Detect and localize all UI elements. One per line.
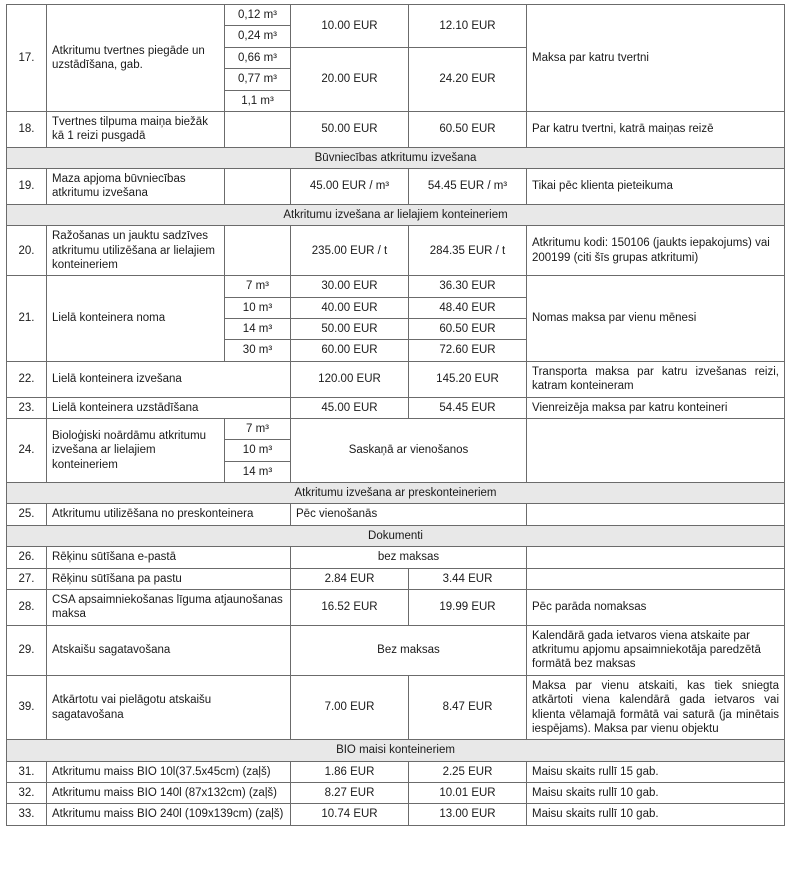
row-volume: 1,1 m³ — [225, 90, 291, 111]
row-price-with-vat: 2.25 EUR — [409, 761, 527, 782]
table-row — [7, 504, 785, 525]
price-table — [6, 4, 785, 826]
row-number: 23. — [7, 397, 47, 418]
row-volume: 0,77 m³ — [225, 69, 291, 90]
row-note — [527, 504, 785, 525]
row-note: Maisu skaits rullī 10 gab. — [527, 783, 785, 804]
row-note: Tikai pēc klienta pieteikuma — [527, 169, 785, 205]
row-description: Lielā konteinera noma — [47, 276, 225, 362]
row-price-no-vat: 7.00 EUR — [291, 675, 409, 740]
row-number: 18. — [7, 111, 47, 147]
row-note: Vienreizēja maksa par katru konteineri — [527, 397, 785, 418]
row-description: Lielā konteinera izvešana — [47, 361, 291, 397]
row-price-no-vat: 60.00 EUR — [291, 340, 409, 361]
table-row — [7, 226, 785, 276]
row-number: 20. — [7, 226, 47, 276]
table-row — [7, 5, 785, 26]
row-note: Maisu skaits rullī 15 gab. — [527, 761, 785, 782]
row-number: 25. — [7, 504, 47, 525]
row-description: Atkritumu utilizēšana no preskonteinera — [47, 504, 291, 525]
row-price-with-vat: 145.20 EUR — [409, 361, 527, 397]
row-price-no-vat: 16.52 EUR — [291, 589, 409, 625]
table-row — [7, 418, 785, 439]
row-number: 22. — [7, 361, 47, 397]
row-number: 21. — [7, 276, 47, 362]
row-number: 31. — [7, 761, 47, 782]
table-row — [7, 589, 785, 625]
section-title: Atkritumu izvešana ar lielajiem konteineriem — [7, 204, 785, 225]
row-volume: 14 m³ — [225, 319, 291, 340]
row-price-with-vat: 3.44 EUR — [409, 568, 527, 589]
row-price-with-vat: 13.00 EUR — [409, 804, 527, 825]
row-price-with-vat: 10.01 EUR — [409, 783, 527, 804]
section-header-row — [7, 147, 785, 168]
row-volume — [225, 226, 291, 276]
row-note: Par katru tvertni, katrā maiņas reizē — [527, 111, 785, 147]
row-price-no-vat: 45.00 EUR / m³ — [291, 169, 409, 205]
table-row — [7, 783, 785, 804]
section-title: Būvniecības atkritumu izvešana — [7, 147, 785, 168]
section-title: Atkritumu izvešana ar preskonteineriem — [7, 483, 785, 504]
row-price-no-vat: 235.00 EUR / t — [291, 226, 409, 276]
row-volume: 30 m³ — [225, 340, 291, 361]
row-price-no-vat: 45.00 EUR — [291, 397, 409, 418]
row-price-agreement: Pēc vienošanās — [291, 504, 527, 525]
row-price-agreement: Saskaņā ar vienošanos — [291, 418, 527, 482]
row-description: Maza apjoma būvniecības atkritumu izvešana — [47, 169, 225, 205]
row-number: 39. — [7, 675, 47, 740]
row-number: 19. — [7, 169, 47, 205]
section-title: BIO maisi konteineriem — [7, 740, 785, 761]
table-row — [7, 276, 785, 297]
row-price-no-vat: 120.00 EUR — [291, 361, 409, 397]
row-description: Rēķinu sūtīšana pa pastu — [47, 568, 291, 589]
row-price-no-vat: 40.00 EUR — [291, 297, 409, 318]
table-row — [7, 675, 785, 740]
table-row — [7, 547, 785, 568]
row-price-with-vat: 284.35 EUR / t — [409, 226, 527, 276]
row-number: 27. — [7, 568, 47, 589]
row-price-no-vat: 20.00 EUR — [291, 47, 409, 111]
row-price-with-vat: 24.20 EUR — [409, 47, 527, 111]
section-header-row — [7, 483, 785, 504]
row-number: 29. — [7, 625, 47, 675]
row-price-with-vat: 54.45 EUR / m³ — [409, 169, 527, 205]
row-description: Ražošanas un jauktu sadzīves atkritumu utilizēšana ar lielajiem konteineriem — [47, 226, 225, 276]
row-description: Atkritumu tvertnes piegāde un uzstādīšana, gab. — [47, 5, 225, 112]
row-note — [527, 568, 785, 589]
row-volume: 7 m³ — [225, 418, 291, 439]
row-description: Atkritumu maiss BIO 140l (87x132cm) (zaļš) — [47, 783, 291, 804]
row-price-with-vat: 60.50 EUR — [409, 111, 527, 147]
table-row — [7, 625, 785, 675]
row-price-free: bez maksas — [291, 547, 527, 568]
table-row — [7, 111, 785, 147]
row-price-with-vat: 19.99 EUR — [409, 589, 527, 625]
row-note — [527, 418, 785, 482]
table-row — [7, 397, 785, 418]
row-volume: 10 m³ — [225, 297, 291, 318]
row-price-with-vat: 54.45 EUR — [409, 397, 527, 418]
table-row — [7, 169, 785, 205]
row-volume: 0,12 m³ — [225, 5, 291, 26]
table-row — [7, 568, 785, 589]
row-price-free: Bez maksas — [291, 625, 527, 675]
row-note: Nomas maksa par vienu mēnesi — [527, 276, 785, 362]
row-volume — [225, 169, 291, 205]
row-note: Pēc parāda nomaksas — [527, 589, 785, 625]
table-row — [7, 804, 785, 825]
row-note: Maksa par vienu atskaiti, kas tiek sniegta atkārtoti viena kalendārā gada ietvaros vai klienta vēlamajā formātā vai saturā (ja minētais iespējams). Maksa par vienu objektu — [527, 675, 785, 740]
row-note: Kalendārā gada ietvaros viena atskaite par atkritumu apjomu apsaimniekotāja paredzētā formātā bez maksas — [527, 625, 785, 675]
row-volume: 10 m³ — [225, 440, 291, 461]
row-price-no-vat: 10.74 EUR — [291, 804, 409, 825]
row-price-no-vat: 10.00 EUR — [291, 5, 409, 48]
row-number: 17. — [7, 5, 47, 112]
row-description: Atkritumu maiss BIO 240l (109x139cm) (zaļš) — [47, 804, 291, 825]
row-number: 32. — [7, 783, 47, 804]
row-volume: 14 m³ — [225, 461, 291, 482]
row-note: Maisu skaits rullī 10 gab. — [527, 804, 785, 825]
row-price-no-vat: 2.84 EUR — [291, 568, 409, 589]
row-price-with-vat: 36.30 EUR — [409, 276, 527, 297]
row-price-with-vat: 72.60 EUR — [409, 340, 527, 361]
row-price-no-vat: 8.27 EUR — [291, 783, 409, 804]
row-price-with-vat: 60.50 EUR — [409, 319, 527, 340]
row-note: Transporta maksa par katru izvešanas reizi, katram konteineram — [527, 361, 785, 397]
row-volume: 0,66 m³ — [225, 47, 291, 68]
section-header-row — [7, 525, 785, 546]
row-number: 33. — [7, 804, 47, 825]
section-header-row — [7, 740, 785, 761]
row-note: Atkritumu kodi: 150106 (jaukts iepakojums) vai 200199 (citi šīs grupas atkritumi) — [527, 226, 785, 276]
row-description: Atskaišu sagatavošana — [47, 625, 291, 675]
section-header-row — [7, 204, 785, 225]
row-number: 26. — [7, 547, 47, 568]
row-description: Tvertnes tilpuma maiņa biežāk kā 1 reizi pusgadā — [47, 111, 225, 147]
row-number: 24. — [7, 418, 47, 482]
row-volume: 0,24 m³ — [225, 26, 291, 47]
row-price-with-vat: 12.10 EUR — [409, 5, 527, 48]
row-description: Rēķinu sūtīšana e-pastā — [47, 547, 291, 568]
row-description: Lielā konteinera uzstādīšana — [47, 397, 291, 418]
row-description: Atkārtotu vai pielāgotu atskaišu sagatavošana — [47, 675, 291, 740]
row-note — [527, 547, 785, 568]
row-description: Atkritumu maiss BIO 10l(37.5x45cm) (zaļš) — [47, 761, 291, 782]
row-price-no-vat: 50.00 EUR — [291, 319, 409, 340]
row-description: CSA apsaimniekošanas līguma atjaunošanas maksa — [47, 589, 291, 625]
row-price-no-vat: 50.00 EUR — [291, 111, 409, 147]
row-volume: 7 m³ — [225, 276, 291, 297]
row-volume — [225, 111, 291, 147]
section-title: Dokumenti — [7, 525, 785, 546]
row-price-with-vat: 8.47 EUR — [409, 675, 527, 740]
row-price-with-vat: 48.40 EUR — [409, 297, 527, 318]
row-number: 28. — [7, 589, 47, 625]
row-price-no-vat: 30.00 EUR — [291, 276, 409, 297]
row-description: Bioloģiski noārdāmu atkritumu izvešana ar lielajiem konteineriem — [47, 418, 225, 482]
table-row — [7, 761, 785, 782]
row-price-no-vat: 1.86 EUR — [291, 761, 409, 782]
table-row — [7, 361, 785, 397]
row-note: Maksa par katru tvertni — [527, 5, 785, 112]
